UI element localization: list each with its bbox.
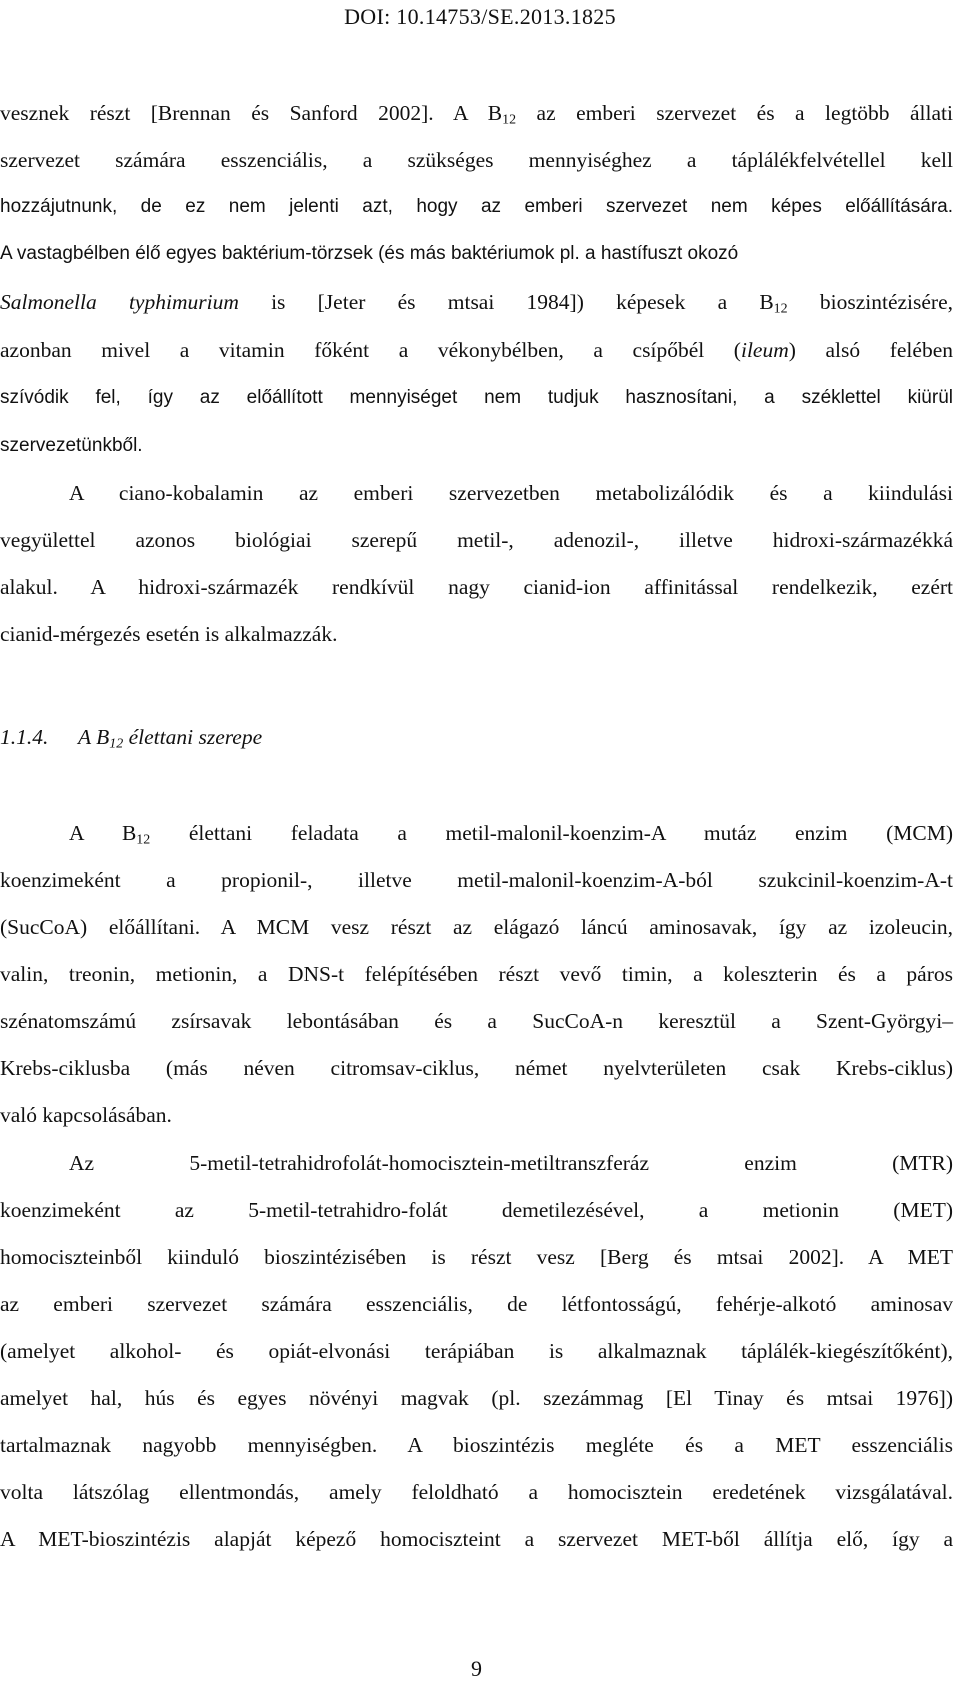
- p4-line-6: amelyet hal, hús és egyes növényi magvak (pl. szezámmag [El Tinay és mtsai 1976]): [0, 1386, 953, 1410]
- p1-line-2: szervezet számára esszenciális, a szükséges mennyiséghez a táplálékfelvétellel kell: [0, 148, 953, 172]
- p2-line-1: A ciano-kobalamin az emberi szervezetben metabolizálódik és a kiindulási: [69, 481, 953, 505]
- p2-line-2: vegyülettel azonos biológiai szerepű metil-, adenozil-, illetve hidroxi-származékká: [0, 528, 953, 552]
- p1-line-8: szervezetünkből.: [0, 435, 143, 456]
- p1-line-6: azonban mivel a vitamin főként a vékonybélben, a csípőbél (ileum) alsó felében: [0, 338, 953, 362]
- p4-line-7: tartalmaznak nagyobb mennyiségben. A bioszintézis megléte és a MET esszenciális: [0, 1433, 953, 1457]
- p3-line-1: A $B_{12}$ élettani feladata a metil-malonil-koenzim-A mutáz enzim (MCM): [69, 821, 954, 848]
- p4-line-3: homociszteinből kiinduló bioszintézisében is részt vesz [Berg és mtsai 2002]. A MET: [0, 1245, 953, 1269]
- p2-line-3: alakul. A hidroxi-származék rendkívül nagy cianid-ion affinitással rendelkezik, ezért: [0, 575, 953, 599]
- p3-line-3: (SucCoA) előállítani. A MCM vesz részt az elágazó láncú aminosavak, így az izoleucin,: [0, 915, 953, 939]
- p1-line-5: Salmonella typhimurium is [Jeter és mtsai 1984]) képesek a $B_{12}$ bioszintézisére,: [0, 290, 953, 317]
- p1-line-4: A vastagbélben élő egyes baktérium-törzsek (és más baktériumok pl. a hastífuszt okozó: [0, 243, 739, 264]
- p4-line-1: Az 5-metil-tetrahidrofolát-homocisztein-metiltranszferáz enzim (MTR): [69, 1151, 953, 1175]
- p1-line-7: szívódik fel, így az előállított mennyiséget nem tudjuk hasznosítani, a széklettel kiürül: [0, 387, 953, 408]
- p3-line-4: valin, treonin, metionin, a DNS-t felépítésében részt vevő timin, a koleszterin és a páros: [0, 962, 953, 986]
- doi-header: DOI: 10.14753/SE.2013.1825: [344, 4, 616, 29]
- section-number: 1.1.4.: [0, 725, 49, 749]
- p3-line-2: koenzimeként a propionil-, illetve metil-malonil-koenzim-A-ból szukcinil-koenzim-A-t: [0, 868, 953, 892]
- p3-line-7: való kapcsolásában.: [0, 1103, 172, 1127]
- p2-line-4: cianid-mérgezés esetén is alkalmazzák.: [0, 622, 338, 646]
- p4-line-8: volta látszólag ellentmondás, amely feloldható a homocisztein eredetének vizsgálatával.: [0, 1480, 953, 1504]
- p4-line-4: az emberi szervezet számára esszenciális, de létfontosságú, fehérje-alkotó aminosav: [0, 1292, 953, 1316]
- p3-line-5: szénatomszámú zsírsavak lebontásában és a SucCoA-n keresztül a Szent-Györgyi–: [0, 1009, 953, 1033]
- p3-line-6: Krebs-ciklusba (más néven citromsav-ciklus, német nyelvterületen csak Krebs-ciklus): [0, 1056, 953, 1080]
- p4-line-5: (amelyet alkohol- és opiát-elvonási terápiában is alkalmaznak táplálék-kiegészítőként),: [0, 1339, 953, 1363]
- page-number: 9: [471, 1656, 482, 1681]
- p4-line-2: koenzimeként az 5-metil-tetrahidro-folát demetilezésével, a metionin (MET): [0, 1198, 953, 1222]
- p1-line-1: vesznek részt [Brennan és Sanford 2002]. A $B_{12}$ az emberi szervezet és a legtöbb állati: [0, 101, 953, 128]
- p1-line-3: hozzájutnunk, de ez nem jelenti azt, hogy az emberi szervezet nem képes előállítására.: [0, 196, 953, 217]
- section-heading: 1.1.4. A $B_{12}$ élettani szerepe: [0, 725, 263, 752]
- p4-line-9: A MET-bioszintézis alapját képező homociszteint a szervezet MET-ből állítja elő, így a: [0, 1527, 953, 1551]
